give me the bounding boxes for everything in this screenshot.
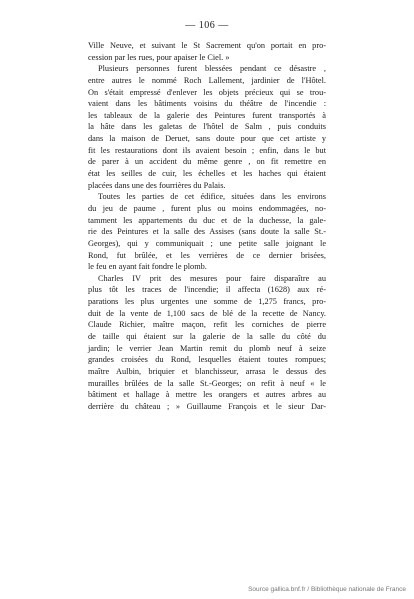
text-line: état les seilles de cuir, les échelles et les haches qui étaient (88, 169, 326, 179)
text-line: Ville Neuve, et suivant le St Sacrement qu'on portait en pro- (88, 41, 326, 50)
text-line: Georges), qui y communiquait ; une petite salle joignant le (88, 238, 326, 248)
text-line: rie des Peintures et la salle des Assises (sans doute la salle St.- (88, 227, 326, 237)
text-line: On s'était empressé d'enlever les objets précieux qui se trou- (88, 87, 326, 97)
text-line: grandes croisées du Rond, lesquelles étaient toutes rompues; (88, 355, 326, 365)
text-line: de taille qui étaient sur la galerie de la salle du côté du (88, 332, 326, 342)
text-line: bâtiment et hallage à mettre les orangers et autres arbres au (88, 390, 326, 400)
source-footer: Source gallica.bnf.fr / Bibliothèque nationale de France (248, 586, 406, 593)
text-line: les tableaux de la galerie des Peintures furent transportés à (88, 110, 326, 120)
text-line: plus tôt les traces de l'incendie; il affecta (1628) aux ré- (88, 285, 326, 295)
text-line: cession par les rues, pour apaiser le Ciel. » (88, 52, 230, 62)
text-line: tamment les appartements du duc et de la duchesse, la gale- (88, 215, 326, 225)
text-line: le feu en ayant fait fondre le plomb. (88, 262, 207, 272)
text-line: parations les plus urgentes une somme de 1,275 francs, pro- (88, 297, 326, 307)
page-number: — 106 — (185, 20, 229, 31)
text-line: placées dans une des fourrières du Palais. (88, 180, 226, 190)
text-line: Plusieurs personnes furent blessées pendant ce désastre , (98, 64, 326, 74)
text-line: vaient dans les bâtiments voisins du théâtre de l'incendie : (88, 99, 326, 109)
text-line: derrière du château ; » Guillaume François et le sieur Dar- (88, 401, 326, 411)
text-line: la hâte dans les galetas de l'hôtel de Salm , puis conduits (88, 122, 326, 132)
text-line: Claude Richier, maître maçon, refit les corniches de pierre (88, 320, 326, 330)
text-line: du jeu de paume , furent plus ou moins endommagées, no- (88, 203, 326, 213)
text-line: entre autres le nommé Roch Lallement, jardinier de l'Hôtel. (88, 75, 326, 85)
text-line: de parer à un accident du même genre , on fit remettre en (88, 157, 326, 167)
text-line: jardin; le verrier Jean Martin remit du plomb neuf à seize (88, 343, 326, 353)
text-line: murailles brûlées de la salle St.-Georges; on refit à neuf « le (88, 378, 326, 388)
text-line: dans la maison de Deruet, sans doute pour que cet artiste y (88, 134, 326, 144)
text-line: maître Aulbin, briquier et blanchisseur, arrasa le dessus des (88, 366, 326, 376)
text-line: Toutes les parties de cet édifice, situées dans les environs (98, 192, 326, 202)
body-text (88, 40, 326, 413)
text-line: fit les restaurations dont ils avaient besoin ; enfin, dans le but (88, 145, 326, 155)
text-line: Charles IV prit des mesures pour faire disparaître au (98, 273, 326, 283)
text-line: duit de la vente de 1,100 sacs de blé de la recette de Nancy. (88, 308, 326, 318)
text-line: Rond, fut brûlée, et les verrières de ce dernier brisées, (88, 250, 326, 260)
